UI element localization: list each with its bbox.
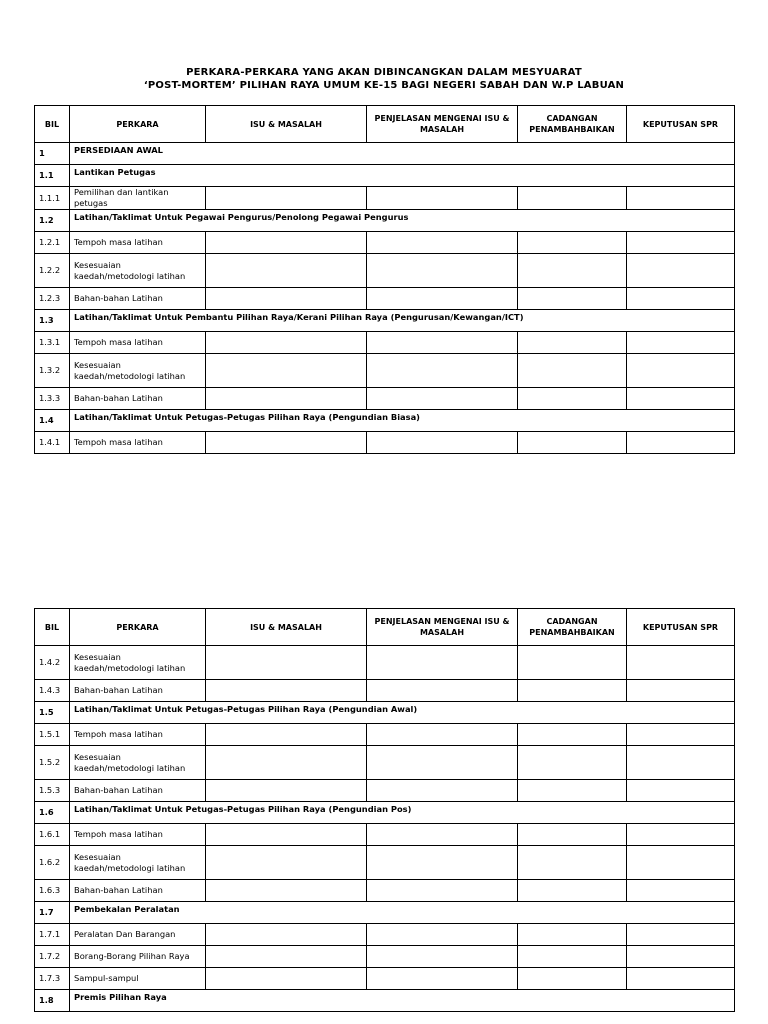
cell-keputusan xyxy=(627,332,735,354)
section-row xyxy=(35,165,735,187)
row-number: 1.7.2 xyxy=(35,946,70,968)
row-number: 1.5 xyxy=(35,702,70,724)
item-row xyxy=(35,780,735,802)
agenda-table-2 xyxy=(34,608,735,1012)
cell-isu-masalah xyxy=(206,432,367,454)
cell-cadangan xyxy=(518,946,627,968)
cell-keputusan xyxy=(627,924,735,946)
cell-penjelasan xyxy=(367,946,518,968)
row-number: 1.4.3 xyxy=(35,680,70,702)
cell-cadangan xyxy=(518,968,627,990)
row-number: 1.5.2 xyxy=(35,746,70,780)
cell-cadangan xyxy=(518,354,627,388)
item-row xyxy=(35,254,735,288)
cell-penjelasan xyxy=(367,924,518,946)
cell-keputusan xyxy=(627,354,735,388)
header-penjelasan: PENJELASAN MENGENAI ISU & MASALAH xyxy=(367,609,518,646)
section-title: Latihan/Taklimat Untuk Petugas-Petugas Pilihan Raya (Pengundian Biasa) xyxy=(70,410,735,432)
cell-penjelasan xyxy=(367,354,518,388)
item-row xyxy=(35,354,735,388)
item-row xyxy=(35,388,735,410)
item-perkara: Bahan-bahan Latihan xyxy=(70,880,206,902)
cell-cadangan xyxy=(518,646,627,680)
cell-penjelasan xyxy=(367,332,518,354)
header-bil: BIL xyxy=(35,106,70,143)
cell-cadangan xyxy=(518,432,627,454)
row-number: 1.5.1 xyxy=(35,724,70,746)
item-perkara: Tempoh masa latihan xyxy=(70,232,206,254)
section-title: Lantikan Petugas xyxy=(70,165,735,187)
row-number: 1.7.3 xyxy=(35,968,70,990)
item-perkara: Tempoh masa latihan xyxy=(70,824,206,846)
agenda-table-1 xyxy=(34,105,735,454)
section-title: Latihan/Taklimat Untuk Petugas-Petugas Pilihan Raya (Pengundian Awal) xyxy=(70,702,735,724)
item-row xyxy=(35,746,735,780)
cell-penjelasan xyxy=(367,187,518,210)
row-number: 1.7.1 xyxy=(35,924,70,946)
cell-isu-masalah xyxy=(206,746,367,780)
header-keputusan: KEPUTUSAN SPR xyxy=(627,106,735,143)
cell-keputusan xyxy=(627,746,735,780)
cell-cadangan xyxy=(518,846,627,880)
header-cadangan: CADANGAN PENAMBAHBAIKAN xyxy=(518,106,627,143)
title-line-2: ‘POST-MORTEM’ PILIHAN RAYA UMUM KE-15 BAGI NEGERI SABAH DAN W.P LABUAN xyxy=(143,80,625,91)
item-perkara: Kesesuaian kaedah/metodologi latihan xyxy=(70,354,206,388)
item-perkara: Tempoh masa latihan xyxy=(70,432,206,454)
row-number: 1.5.3 xyxy=(35,780,70,802)
cell-penjelasan xyxy=(367,432,518,454)
cell-keputusan xyxy=(627,724,735,746)
cell-cadangan xyxy=(518,724,627,746)
row-number: 1.6.3 xyxy=(35,880,70,902)
section-row xyxy=(35,902,735,924)
item-row xyxy=(35,968,735,990)
cell-penjelasan xyxy=(367,254,518,288)
row-number: 1.6 xyxy=(35,802,70,824)
title-line-1: PERKARA-PERKARA YANG AKAN DIBINCANGKAN DALAM MESYUARAT xyxy=(186,67,582,78)
cell-keputusan xyxy=(627,232,735,254)
item-perkara: Kesesuaian kaedah/metodologi latihan xyxy=(70,746,206,780)
cell-keputusan xyxy=(627,946,735,968)
section-row xyxy=(35,702,735,724)
cell-cadangan xyxy=(518,880,627,902)
cell-keputusan xyxy=(627,780,735,802)
row-number: 1.1.1 xyxy=(35,187,70,210)
item-row xyxy=(35,232,735,254)
section-row xyxy=(35,310,735,332)
row-number: 1.7 xyxy=(35,902,70,924)
cell-isu-masalah xyxy=(206,288,367,310)
cell-isu-masalah xyxy=(206,946,367,968)
cell-keputusan xyxy=(627,187,735,210)
header-row xyxy=(35,106,735,143)
header-perkara: PERKARA xyxy=(70,106,206,143)
cell-penjelasan xyxy=(367,680,518,702)
item-row xyxy=(35,288,735,310)
section-title: Latihan/Taklimat Untuk Pembantu Pilihan Raya/Kerani Pilihan Raya (Pengurusan/Kewangan/ICT) xyxy=(70,310,735,332)
cell-penjelasan xyxy=(367,968,518,990)
cell-isu-masalah xyxy=(206,332,367,354)
row-number: 1.3 xyxy=(35,310,70,332)
row-number: 1.4.2 xyxy=(35,646,70,680)
cell-keputusan xyxy=(627,254,735,288)
item-row xyxy=(35,432,735,454)
cell-penjelasan xyxy=(367,780,518,802)
row-number: 1.6.2 xyxy=(35,846,70,880)
row-number: 1.8 xyxy=(35,990,70,1012)
cell-isu-masalah xyxy=(206,232,367,254)
section-row xyxy=(35,990,735,1012)
cell-isu-masalah xyxy=(206,354,367,388)
section-row xyxy=(35,210,735,232)
cell-penjelasan xyxy=(367,824,518,846)
cell-isu-masalah xyxy=(206,968,367,990)
header-penjelasan: PENJELASAN MENGENAI ISU & MASALAH xyxy=(367,106,518,143)
row-number: 1.2 xyxy=(35,210,70,232)
row-number: 1.2.2 xyxy=(35,254,70,288)
cell-keputusan xyxy=(627,432,735,454)
header-perkara: PERKARA xyxy=(70,609,206,646)
cell-keputusan xyxy=(627,968,735,990)
cell-keputusan xyxy=(627,846,735,880)
item-row xyxy=(35,646,735,680)
item-perkara: Bahan-bahan Latihan xyxy=(70,680,206,702)
item-row xyxy=(35,332,735,354)
row-number: 1.1 xyxy=(35,165,70,187)
item-perkara: Tempoh masa latihan xyxy=(70,724,206,746)
cell-isu-masalah xyxy=(206,846,367,880)
row-number: 1.2.3 xyxy=(35,288,70,310)
cell-isu-masalah xyxy=(206,924,367,946)
cell-isu-masalah xyxy=(206,780,367,802)
cell-isu-masalah xyxy=(206,724,367,746)
item-row xyxy=(35,946,735,968)
item-row xyxy=(35,924,735,946)
row-number: 1.3.2 xyxy=(35,354,70,388)
item-row xyxy=(35,680,735,702)
table-body xyxy=(35,143,735,454)
section-title: Latihan/Taklimat Untuk Pegawai Pengurus/Penolong Pegawai Pengurus xyxy=(70,210,735,232)
item-perkara: Borang-Borang Pilihan Raya xyxy=(70,946,206,968)
cell-isu-masalah xyxy=(206,824,367,846)
cell-keputusan xyxy=(627,646,735,680)
cell-cadangan xyxy=(518,254,627,288)
item-perkara: Peralatan Dan Barangan xyxy=(70,924,206,946)
section-title: PERSEDIAAN AWAL xyxy=(70,143,735,165)
row-number: 1.2.1 xyxy=(35,232,70,254)
row-number: 1.4.1 xyxy=(35,432,70,454)
cell-cadangan xyxy=(518,388,627,410)
cell-cadangan xyxy=(518,232,627,254)
cell-penjelasan xyxy=(367,880,518,902)
item-perkara: Kesesuaian kaedah/metodologi latihan xyxy=(70,846,206,880)
header-bil: BIL xyxy=(35,609,70,646)
cell-isu-masalah xyxy=(206,680,367,702)
row-number: 1.3.1 xyxy=(35,332,70,354)
item-perkara: Bahan-bahan Latihan xyxy=(70,288,206,310)
cell-cadangan xyxy=(518,288,627,310)
cell-isu-masalah xyxy=(206,880,367,902)
item-row xyxy=(35,880,735,902)
section-title: Latihan/Taklimat Untuk Petugas-Petugas Pilihan Raya (Pengundian Pos) xyxy=(70,802,735,824)
header-isu-masalah: ISU & MASALAH xyxy=(206,609,367,646)
cell-penjelasan xyxy=(367,388,518,410)
section-row xyxy=(35,802,735,824)
cell-cadangan xyxy=(518,824,627,846)
section-row xyxy=(35,410,735,432)
row-number: 1.4 xyxy=(35,410,70,432)
header-row xyxy=(35,609,735,646)
cell-cadangan xyxy=(518,746,627,780)
section-title: Pembekalan Peralatan xyxy=(70,902,735,924)
item-perkara: Bahan-bahan Latihan xyxy=(70,388,206,410)
row-number: 1.3.3 xyxy=(35,388,70,410)
cell-penjelasan xyxy=(367,724,518,746)
item-perkara: Tempoh masa latihan xyxy=(70,332,206,354)
header-keputusan: KEPUTUSAN SPR xyxy=(627,609,735,646)
item-row xyxy=(35,724,735,746)
item-row xyxy=(35,824,735,846)
document-title xyxy=(34,66,734,92)
cell-penjelasan xyxy=(367,232,518,254)
header-isu-masalah: ISU & MASALAH xyxy=(206,106,367,143)
header-cadangan: CADANGAN PENAMBAHBAIKAN xyxy=(518,609,627,646)
item-perkara: Bahan-bahan Latihan xyxy=(70,780,206,802)
cell-keputusan xyxy=(627,288,735,310)
item-row xyxy=(35,187,735,210)
cell-keputusan xyxy=(627,680,735,702)
section-title: Premis Pilihan Raya xyxy=(70,990,735,1012)
item-perkara: Kesesuaian kaedah/metodologi latihan xyxy=(70,646,206,680)
cell-penjelasan xyxy=(367,846,518,880)
cell-keputusan xyxy=(627,880,735,902)
cell-penjelasan xyxy=(367,288,518,310)
cell-isu-masalah xyxy=(206,388,367,410)
cell-cadangan xyxy=(518,780,627,802)
cell-keputusan xyxy=(627,824,735,846)
item-row xyxy=(35,846,735,880)
cell-keputusan xyxy=(627,388,735,410)
cell-cadangan xyxy=(518,680,627,702)
section-row xyxy=(35,143,735,165)
cell-cadangan xyxy=(518,332,627,354)
item-perkara: Kesesuaian kaedah/metodologi latihan xyxy=(70,254,206,288)
row-number: 1 xyxy=(35,143,70,165)
cell-isu-masalah xyxy=(206,254,367,288)
cell-isu-masalah xyxy=(206,646,367,680)
cell-cadangan xyxy=(518,924,627,946)
cell-cadangan xyxy=(518,187,627,210)
cell-penjelasan xyxy=(367,646,518,680)
item-perkara: Sampul-sampul xyxy=(70,968,206,990)
table-body xyxy=(35,646,735,1012)
cell-penjelasan xyxy=(367,746,518,780)
row-number: 1.6.1 xyxy=(35,824,70,846)
cell-isu-masalah xyxy=(206,187,367,210)
item-perkara: Pemilihan dan lantikan petugas xyxy=(70,187,206,210)
